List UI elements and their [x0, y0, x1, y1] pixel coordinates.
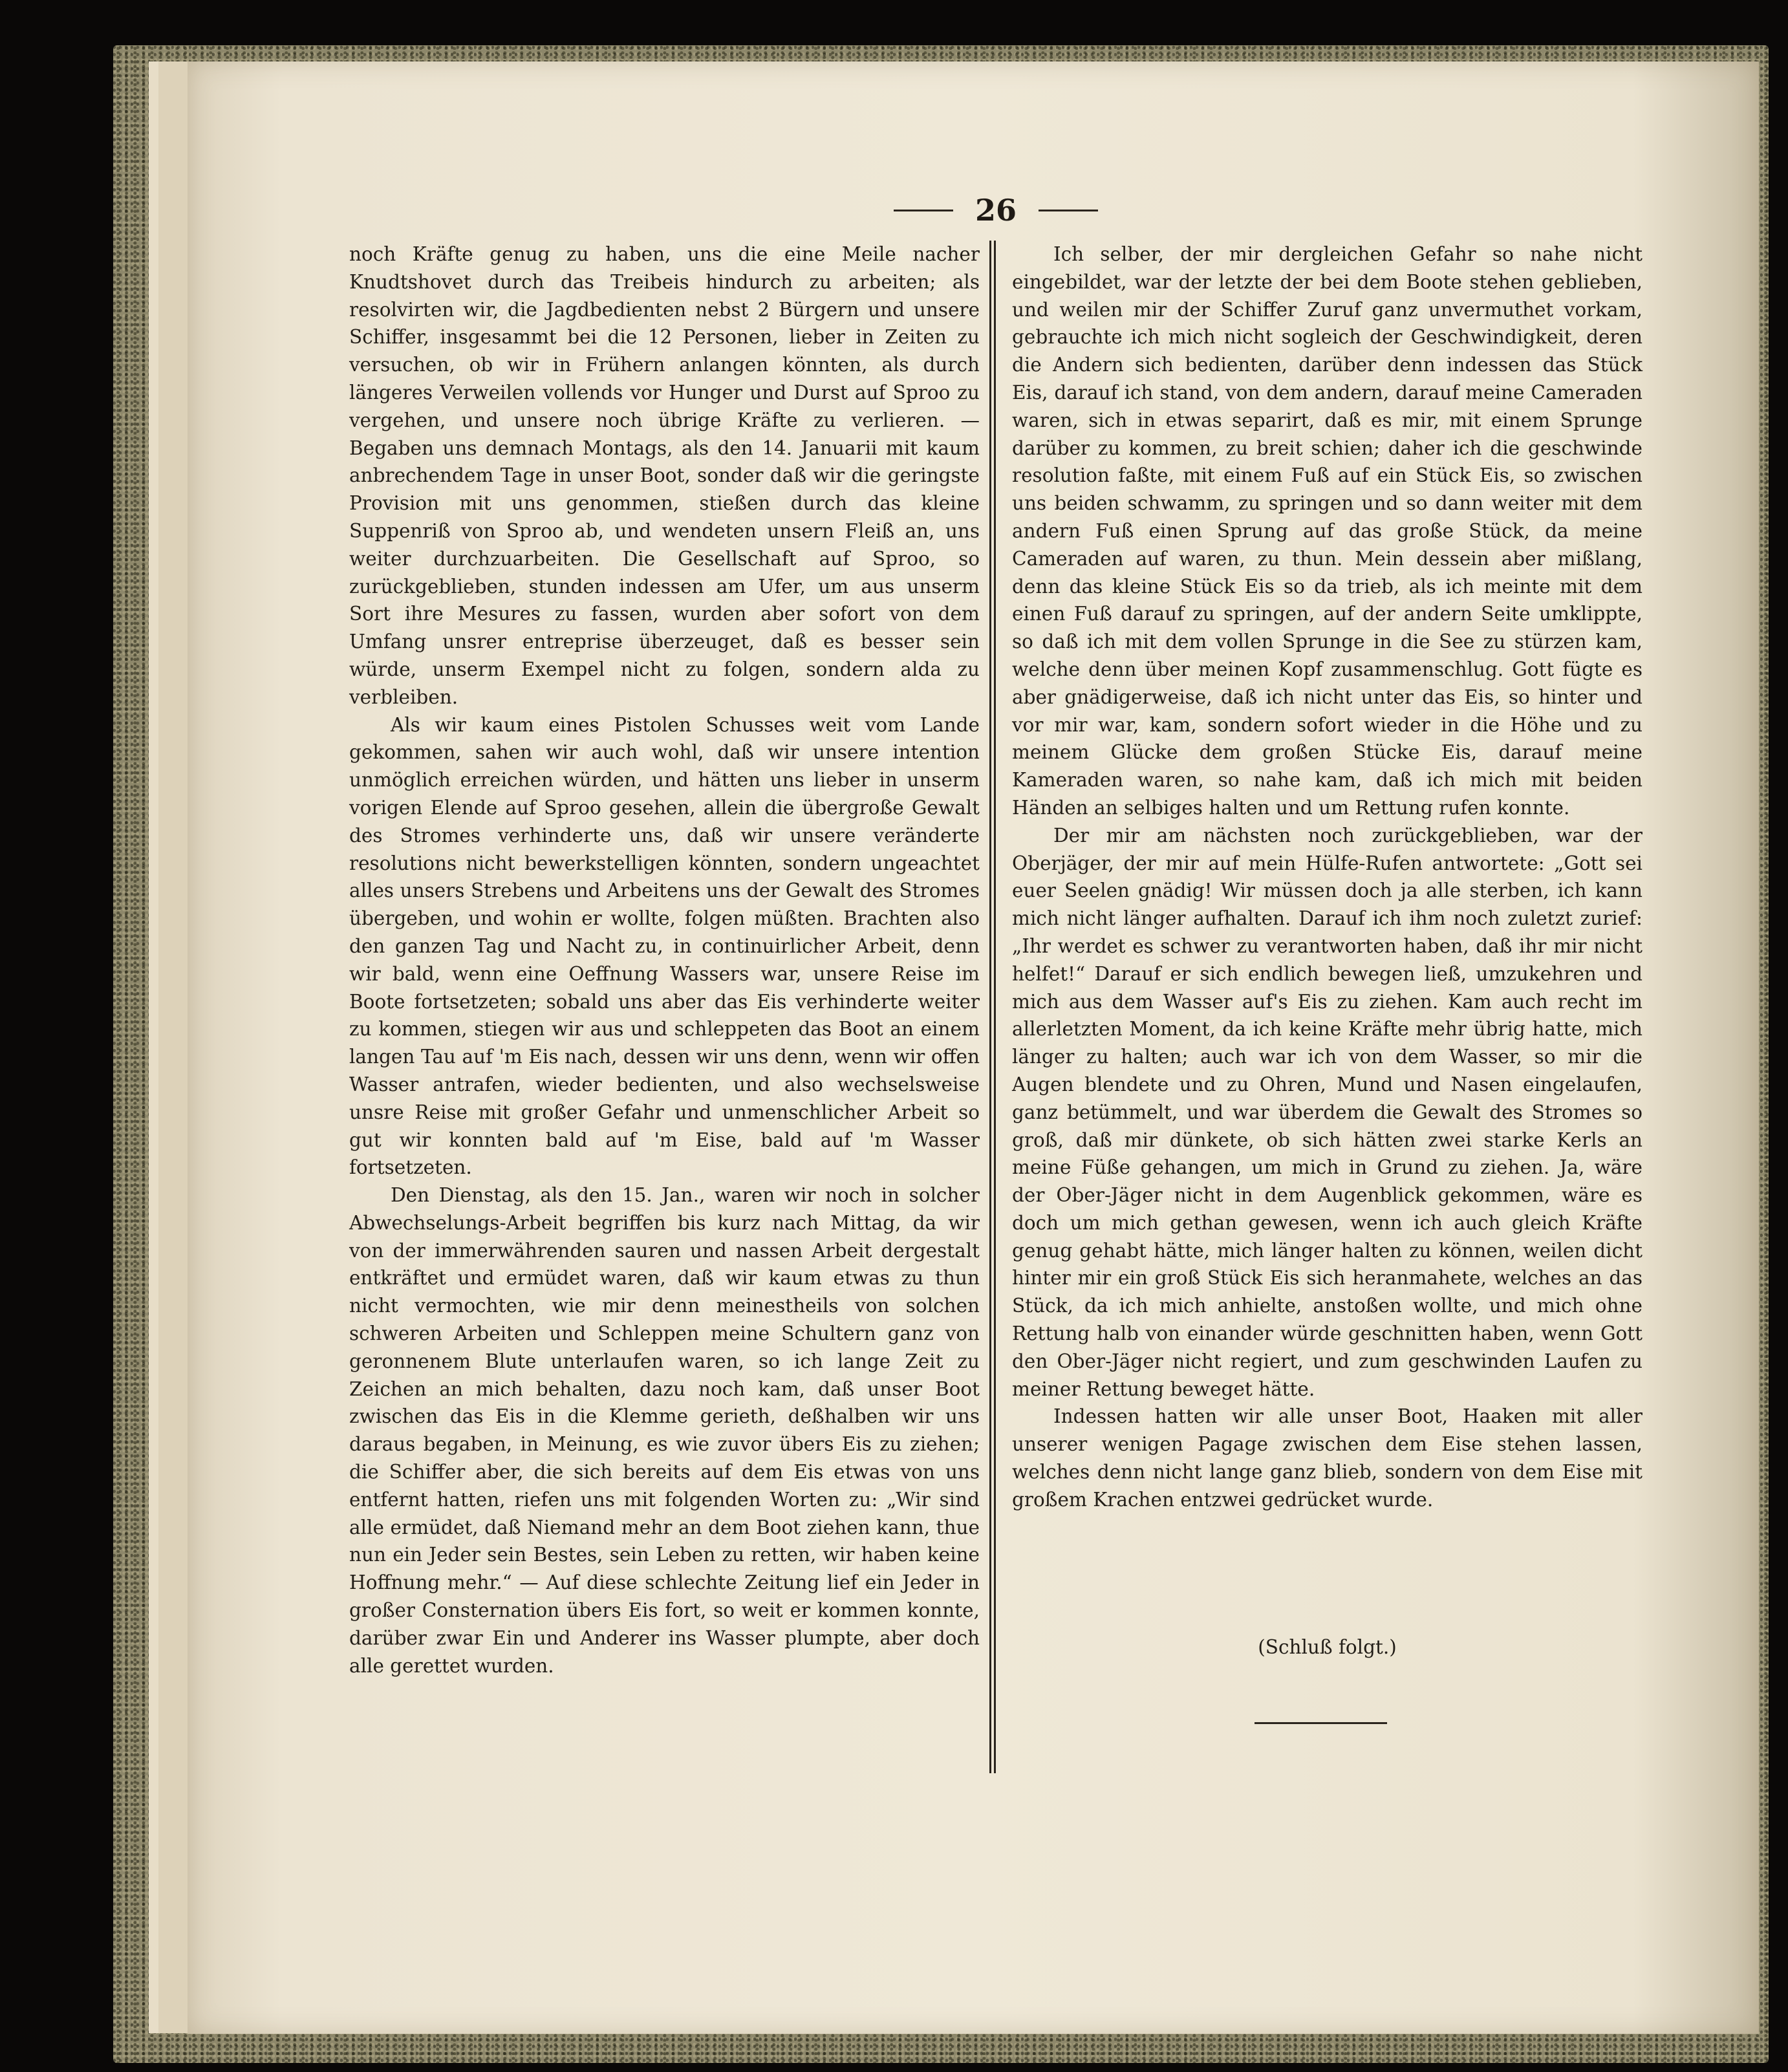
closing-rule — [1255, 1722, 1387, 1724]
paragraph: Als wir kaum eines Pistolen Schusses weit vom Lande gekommen, sahen wir auch wohl, daß wir unsere intention unmöglich erreichen würden, und hätten uns lieber in unserm vorigen Elende auf Sproo gesehen, allein die übergroße Gewalt des Stromes verhinderte uns, daß wir unsere veränderte resolutions nicht bewerkstelligen könnten, sondern ungeachtet alles unsers Strebens und Arbeitens uns der Gewalt des Stromes übergeben, und wohin er wollte, folgen müßten. Brachten also den ganzen Tag und Nacht zu, in continuirlicher Arbeit, denn wir bald, wenn eine Oeffnung Wassers war, unsere Reise im Boote fortsetzeten; sobald uns aber das Eis verhinderte weiter zu kommen, stiegen wir aus und schleppeten das Boot an einem langen Tau auf 'm Eis nach, dessen wir uns denn, wenn wir offen Wasser antrafen, wieder bedienten, und also wechselsweise unsre Reise mit großer Gefahr und unmenschlicher Arbeit so gut wir konnten bald auf 'm Eise, bald auf 'm Wasser fortsetzeten. — [349, 713, 980, 1179]
column-divider — [989, 241, 996, 1773]
page-header — [873, 188, 1119, 233]
paragraph: Den Dienstag, als den 15. Jan., waren wir noch in solcher Abwechselungs-Arbeit begriffen bis kurz nach Mittag, da wir von der immerwährenden sauren und nassen Arbeit dergestalt entkräftet und ermüdet waren, daß wir kaum etwas zu thun nicht vermochten, wie mir denn meinestheils von solchen schweren Arbeiten und Schleppen meine Schultern ganz von geronnenem Blute unterlaufen waren, so ich lange Zeit zu Zeichen an mich behalten, dazu noch kam, daß unser Boot zwischen das Eis in die Klemme gerieth, deßhalben wir uns daraus begaben, in Meinung, es wie zuvor übers Eis zu ziehen; die Schiffer aber, die sich bereits auf dem Eis etwas von uns entfernt hatten, riefen uns mit folgenden Worten zu: „Wir sind alle ermüdet, daß Niemand mehr an dem Boot ziehen kann, thue nun ein Jeder sein Bestes, sein Leben zu retten, wir haben keine Hoffnung mehr.“ — Auf diese schlechte Zeitung lief ein Jeder in großer Consternation übers Eis fort, so weit er kommen konnte, darüber zwar Ein und Anderer ins Wasser plumpte, aber doch alle gerettet wurden. — [349, 1184, 980, 1677]
left-text-column — [349, 241, 980, 1679]
to-be-continued-note: (Schluß folgt.) — [1258, 1636, 1397, 1658]
page-number: 26 — [975, 193, 1017, 228]
header-rule-left — [894, 210, 953, 211]
right-text-column — [1012, 241, 1643, 1514]
header-rule-right — [1039, 210, 1098, 211]
paragraph: Ich selber, der mir dergleichen Gefahr so nahe nicht eingebildet, war der letzte der bei dem Boote stehen geblieben, und weilen mir der Schiffer Zuruf ganz unvermuthet vorkam, gebrauchte ich mich nicht sogleich der Geschwindigkeit, deren die Andern sich bedienten, darüber denn indessen das Stück Eis, darauf ich stand, von dem andern, darauf meine Cameraden waren, sich in etwas separirt, daß es mir, mit einem Sprunge darüber zu kommen, zu breit schien; daher ich die geschwinde resolution faßte, mit einem Fuß auf ein Stück Eis, so zwischen uns beiden schwamm, zu springen und so dann weiter mit dem andern Fuß einen Sprung auf das große Stück, da meine Cameraden auf waren, zu thun. Mein dessein aber mißlang, denn das kleine Stück Eis so da trieb, als ich meinte mit dem einen Fuß darauf zu springen, auf der andern Seite umklippte, so daß ich mit dem vollen Sprunge in die See zu stürzen kam, welche denn über meinen Kopf zusammenschlug. Gott fügte es aber gnädigerweise, daß ich nicht unter das Eis, so hinter und vor mir war, kam, sondern sofort wieder in die Höhe und zu meinem Glücke dem großen Stücke Eis, darauf meine Kameraden waren, so nahe kam, daß ich mich mit beiden Händen an selbiges halten und um Rettung rufen konnte. — [1012, 243, 1643, 819]
paragraph: Der mir am nächsten noch zurückgeblieben, war der Oberjäger, der mir auf mein Hülfe-Rufen antwortete: „Gott sei euer Seelen gnädig! Wir müssen doch ja alle sterben, ich kann mich nicht länger aufhalten. Darauf ich ihm noch zuletzt zurief: „Ihr werdet es schwer zu verantworten haben, daß ihr mir nicht helfet!“ Darauf er sich endlich bewegen ließ, umzukehren und mich aus dem Wasser auf's Eis zu ziehen. Kam auch recht im allerletzten Moment, da ich keine Kräfte mehr übrig hatte, mich länger zu halten; auch war ich von dem Wasser, so mir die Augen blendete und zu Ohren, Mund und Nasen eingelaufen, ganz betümmelt, und war überdem die Gewalt des Stromes so groß, daß mir dünkete, ob sich hätten zwei starke Kerls an meine Füße gehangen, um mich in Grund zu ziehen. Ja, wäre der Ober-Jäger nicht in dem Augenblick gekommen, wäre es doch um mich gethan gewesen, wenn ich auch gleich Kräfte genug gehabt hätte, mich länger halten zu können, weilen dicht hinter mir ein groß Stück Eis sich heranmahete, welches an das Stück, da ich mich anhielte, anstoßen wollte, und mich ohne Rettung halb von einander würde geschnitten haben, wenn Gott den Ober-Jäger nicht regiert, und zum geschwinden Laufen zu meiner Rettung beweget hätte. — [1012, 824, 1643, 1400]
paragraph: Indessen hatten wir alle unser Boot, Haaken mit aller unserer wenigen Pagage zwischen dem Eise stehen lassen, welches denn nicht lange ganz blieb, sondern von dem Eise mit großem Krachen entzwei gedrücket wurde. — [1012, 1405, 1643, 1511]
paragraph: noch Kräfte genug zu haben, uns die eine Meile nacher Knudtshovet durch das Treibeis hindurch zu arbeiten; als resolvirten wir, die Jagdbedienten nebst 2 Bürgern und unsere Schiffer, insgesammt bei die 12 Personen, lieber in Zeiten zu versuchen, ob wir in Frühern anlangen könnten, als durch längeres Verweilen vollends vor Hunger und Durst auf Sproo zu vergehen, und unsere noch übrige Kräfte zu verlieren. — Begaben uns demnach Montags, als den 14. Januarii mit kaum anbrechendem Tage in unser Boot, sonder daß wir die geringste Provision mit uns genommen, stießen durch das kleine Suppenriß von Sproo ab, und wendeten unsern Fleiß an, uns weiter durchzuarbeiten. Die Gesellschaft auf Sproo, so zurückgeblieben, stunden indessen am Ufer, um aus unserm Sort ihre Mesures zu fassen, wurden aber sofort von dem Umfang unsrer entreprise überzeuget, daß es besser sein würde, unserm Exempel nicht zu folgen, sondern alda zu verbleiben. — [349, 243, 980, 708]
